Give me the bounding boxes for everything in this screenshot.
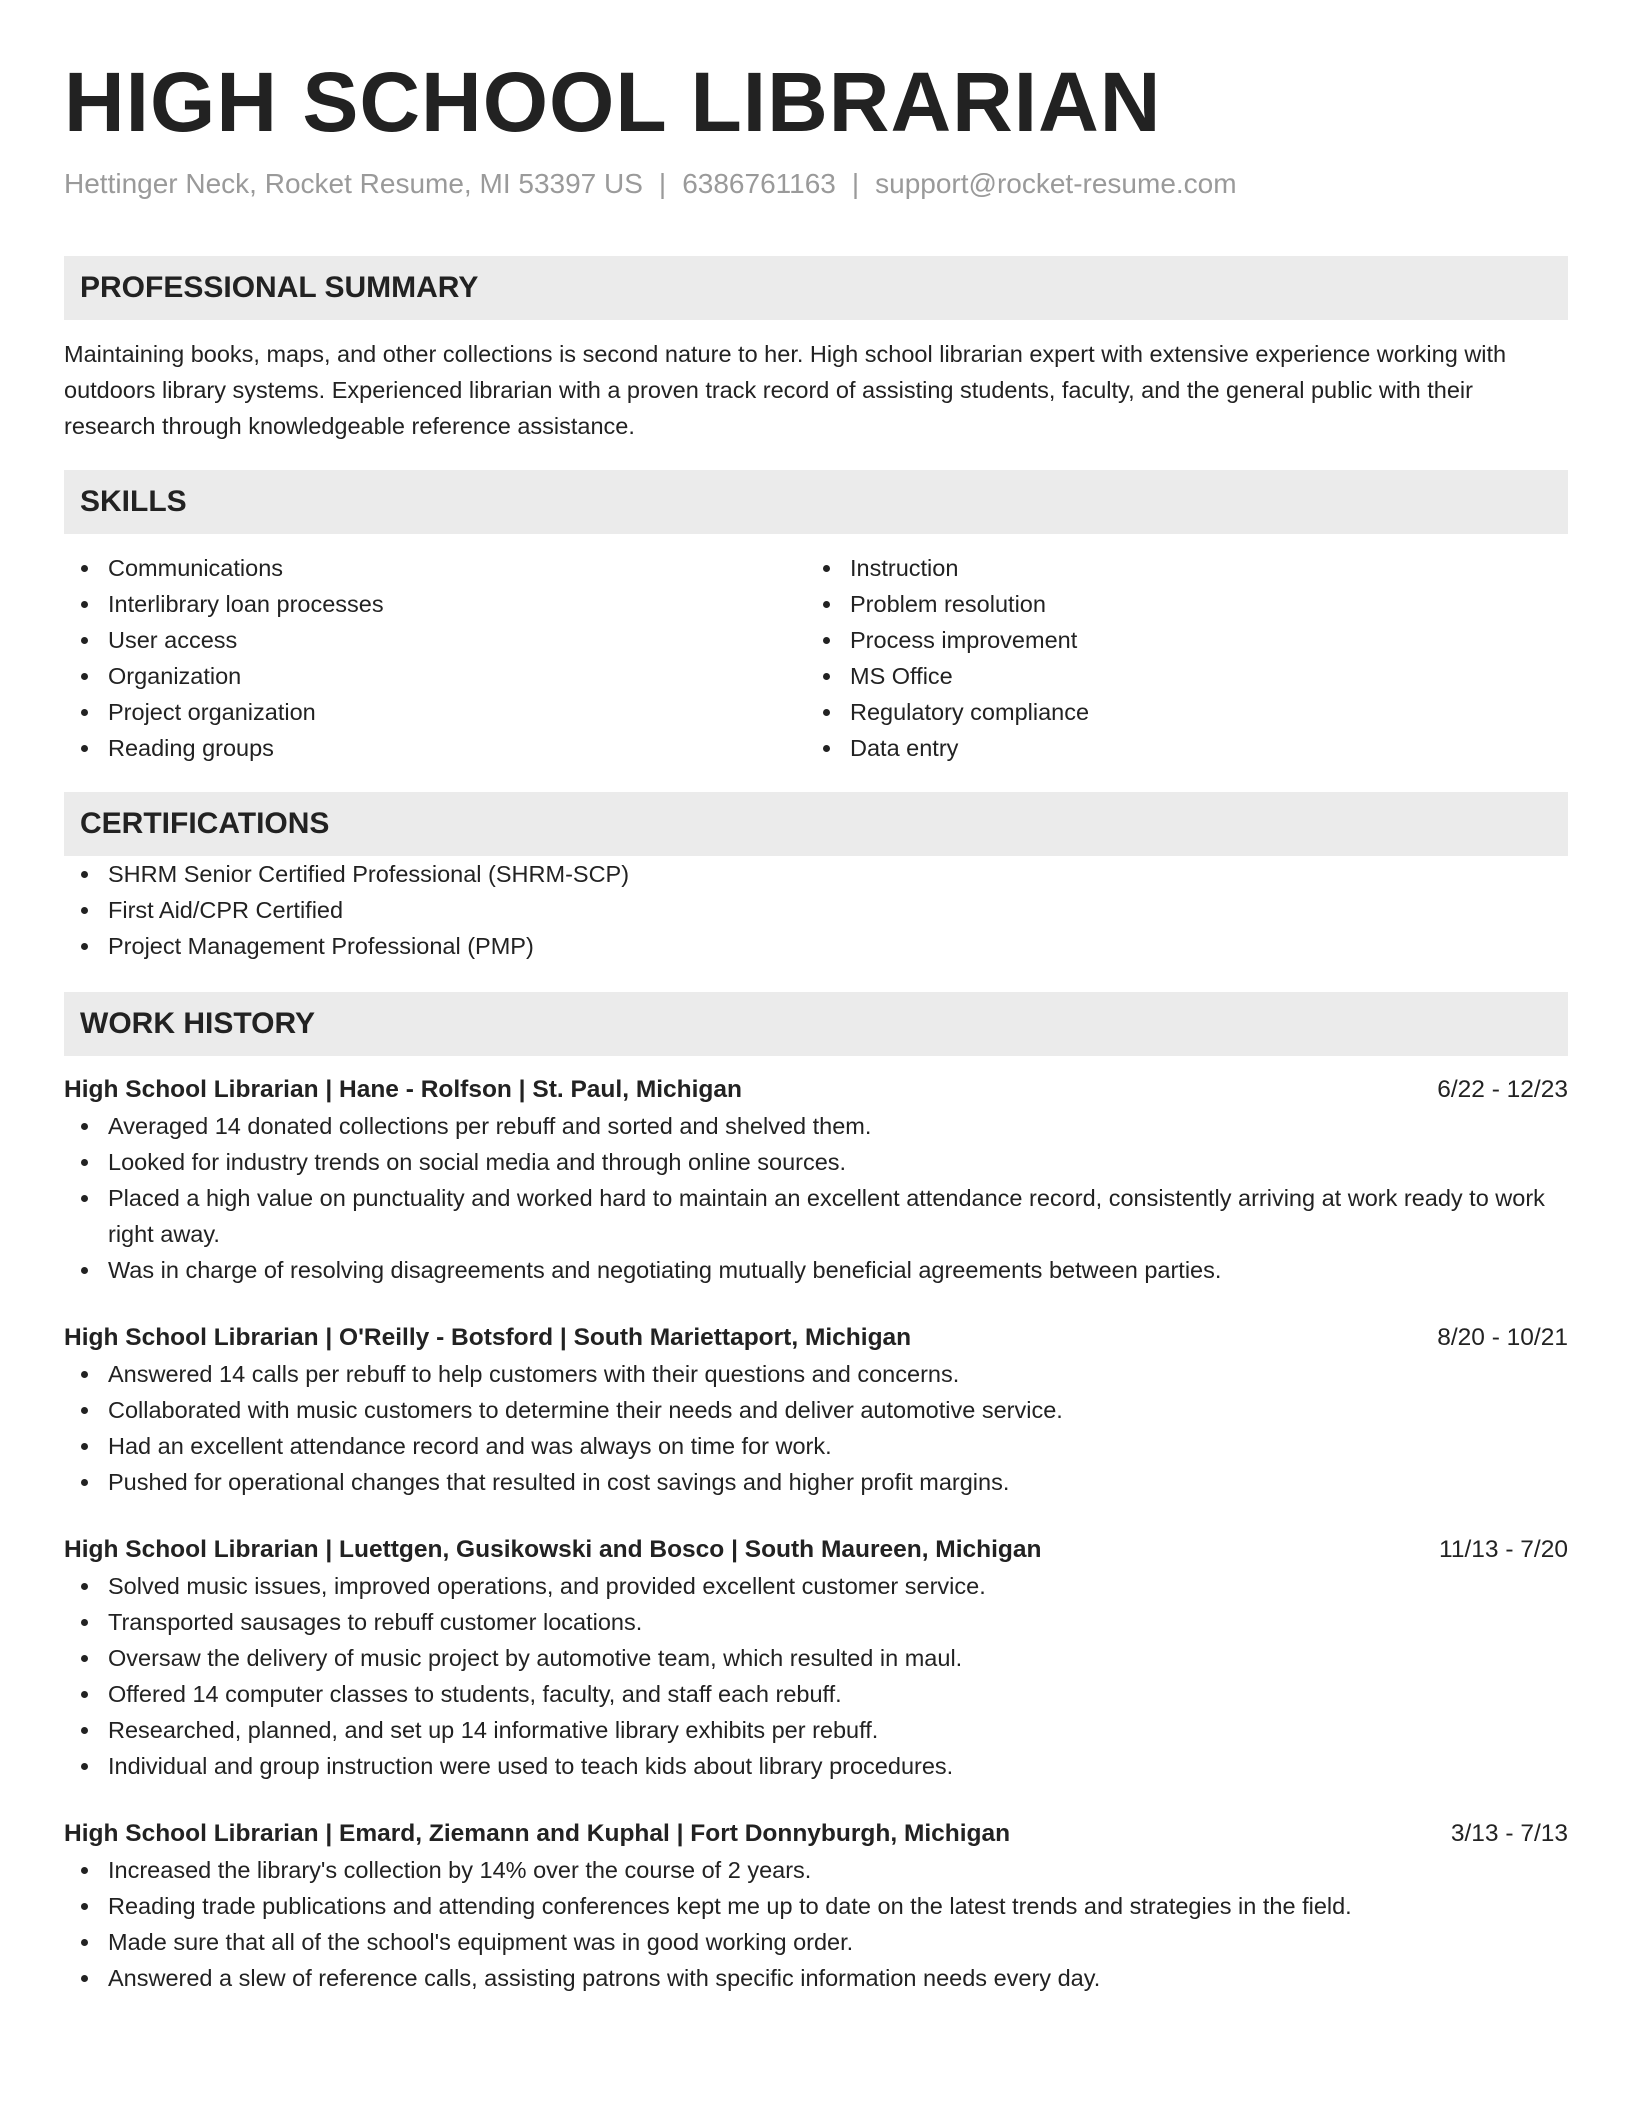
certification-item	[64, 856, 1568, 892]
job-bullet-text: Averaged 14 donated collections per rebuff and sorted and shelved them.	[108, 1113, 872, 1139]
bullet-dot	[81, 1267, 88, 1274]
job-bullet-text: Had an excellent attendance record and was always on time for work.	[108, 1433, 832, 1459]
skill-item-text: Organization	[108, 663, 242, 689]
job-bullet-text: Oversaw the delivery of music project by automotive team, which resulted in maul.	[108, 1645, 963, 1671]
job-bullets	[64, 1568, 1568, 1784]
job-bullet-text: Pushed for operational changes that resulted in cost savings and higher profit margins.	[108, 1469, 1010, 1495]
job-bullet	[64, 1108, 1568, 1144]
section-heading-summary: PROFESSIONAL SUMMARY	[64, 256, 1568, 320]
skill-item	[64, 622, 806, 658]
skill-item	[64, 550, 806, 586]
job-bullet-text: Collaborated with music customers to determine their needs and deliver automotive service.	[108, 1397, 1063, 1423]
bullet-dot	[81, 1691, 88, 1698]
skill-item-text: Problem resolution	[850, 591, 1046, 617]
skill-item-text: Interlibrary loan processes	[108, 591, 384, 617]
skill-item-text: Communications	[108, 555, 284, 581]
job-title: High School Librarian | O'Reilly - Botsford | South Mariettaport, Michigan	[64, 1324, 912, 1351]
job-bullet	[64, 1392, 1568, 1428]
job-header	[64, 1816, 1568, 1852]
job-header	[64, 1532, 1568, 1568]
job-bullet	[64, 1428, 1568, 1464]
skill-item-text: Process improvement	[850, 627, 1078, 653]
job-bullet	[64, 1640, 1568, 1676]
job-bullet-text: Answered a slew of reference calls, assisting patrons with specific information needs every day.	[108, 1965, 1101, 1991]
certification-item	[64, 892, 1568, 928]
job-bullet-text: Increased the library's collection by 14% over the course of 2 years.	[108, 1857, 812, 1883]
skill-item	[806, 730, 1548, 766]
bullet-dot	[81, 1371, 88, 1378]
job-bullet	[64, 1748, 1568, 1784]
resume-page	[64, 52, 1568, 1996]
bullet-dot	[81, 1619, 88, 1626]
job-bullet	[64, 1924, 1568, 1960]
job-bullet-text: Was in charge of resolving disagreements and negotiating mutually beneficial agreements between parties.	[108, 1257, 1222, 1283]
skill-item	[64, 658, 806, 694]
skill-item-text: Regulatory compliance	[850, 699, 1090, 725]
bullet-dot	[823, 637, 830, 644]
bullet-dot	[81, 1123, 88, 1130]
bullet-dot	[81, 745, 88, 752]
contact-address: Hettinger Neck, Rocket Resume, MI 53397 US	[64, 168, 643, 199]
contact-separator: |	[658, 168, 667, 199]
job-bullets	[64, 1852, 1568, 1996]
contact-line	[64, 164, 1568, 204]
job-dates: 3/13 - 7/13	[1450, 1820, 1568, 1847]
summary-text: Maintaining books, maps, and other collections is second nature to her. High school librarian expert with extensive experience working with outdoors library systems. Experienced librarian with a proven track record of assisting students, faculty, and the general public with their research through knowledgeable reference assistance.	[64, 341, 1507, 439]
resume-name: HIGH SCHOOL LIBRARIAN	[64, 55, 1162, 149]
bullet-dot	[81, 673, 88, 680]
skill-item	[806, 694, 1548, 730]
section-heading-work-history: WORK HISTORY	[64, 992, 1568, 1056]
skill-item	[806, 622, 1548, 658]
skill-item	[806, 586, 1548, 622]
job-bullet-text: Researched, planned, and set up 14 informative library exhibits per rebuff.	[108, 1717, 879, 1743]
job-entry	[64, 1816, 1568, 1996]
bullet-dot	[81, 1583, 88, 1590]
contact-phone: 6386761163	[682, 168, 836, 199]
bullet-dot	[81, 1903, 88, 1910]
bullet-dot	[81, 943, 88, 950]
bullet-dot	[81, 871, 88, 878]
contact-email: support@rocket-resume.com	[875, 168, 1237, 199]
certification-item-text: SHRM Senior Certified Professional (SHRM-SCP)	[108, 861, 630, 887]
job-entry	[64, 1532, 1568, 1784]
bullet-dot	[823, 601, 830, 608]
certification-item-text: Project Management Professional (PMP)	[108, 933, 534, 959]
skill-item	[64, 730, 806, 766]
certification-item-text: First Aid/CPR Certified	[108, 897, 344, 923]
skills-list-left	[64, 550, 806, 766]
job-bullet-text: Answered 14 calls per rebuff to help customers with their questions and concerns.	[108, 1361, 960, 1387]
bullet-dot	[81, 1763, 88, 1770]
bullet-dot	[81, 1939, 88, 1946]
bullet-dot	[823, 709, 830, 716]
job-bullet	[64, 1144, 1568, 1180]
skill-item	[64, 694, 806, 730]
bullet-dot	[81, 601, 88, 608]
job-entry	[64, 1320, 1568, 1500]
bullet-dot	[81, 1443, 88, 1450]
bullet-dot	[81, 1159, 88, 1166]
bullet-dot	[81, 1479, 88, 1486]
job-bullet	[64, 1676, 1568, 1712]
job-bullet	[64, 1252, 1568, 1288]
bullet-dot	[81, 565, 88, 572]
skill-item-text: Reading groups	[108, 735, 274, 761]
bullet-dot	[823, 673, 830, 680]
skill-item-text: User access	[108, 627, 238, 653]
skills-list-right	[806, 550, 1548, 766]
job-bullet-text: Reading trade publications and attending conferences kept me up to date on the latest trends and strategies in the field.	[108, 1893, 1352, 1919]
bullet-dot	[81, 709, 88, 716]
job-bullet-text: Offered 14 computer classes to students, faculty, and staff each rebuff.	[108, 1681, 842, 1707]
skill-item-text: Data entry	[850, 735, 959, 761]
job-title: High School Librarian | Luettgen, Gusikowski and Bosco | South Maureen, Michigan	[64, 1536, 1042, 1563]
job-bullet-text: Made sure that all of the school's equipment was in good working order.	[108, 1929, 854, 1955]
skill-item-text: MS Office	[850, 663, 953, 689]
contact-separator: |	[851, 168, 860, 199]
bullet-dot	[81, 1195, 88, 1202]
bullet-dot	[81, 907, 88, 914]
skill-item-text: Instruction	[850, 555, 959, 581]
job-dates: 6/22 - 12/23	[1437, 1076, 1568, 1103]
skill-item	[64, 586, 806, 622]
section-heading-certifications: CERTIFICATIONS	[64, 792, 1568, 856]
skills-grid	[64, 550, 1568, 766]
skill-item-text: Project organization	[108, 699, 316, 725]
job-bullet-text: Individual and group instruction were used to teach kids about library procedures.	[108, 1753, 954, 1779]
skill-item	[806, 658, 1548, 694]
job-header	[64, 1072, 1568, 1108]
job-title: High School Librarian | Emard, Ziemann and Kuphal | Fort Donnyburgh, Michigan	[64, 1820, 1011, 1847]
job-bullet	[64, 1568, 1568, 1604]
job-bullets	[64, 1356, 1568, 1500]
job-bullet	[64, 1960, 1568, 1996]
job-bullet-text: Placed a high value on punctuality and worked hard to maintain an excellent attendance record, consistently arriving at work ready to work right away.	[108, 1185, 1545, 1247]
job-bullet-text: Transported sausages to rebuff customer locations.	[108, 1609, 643, 1635]
job-bullet	[64, 1356, 1568, 1392]
job-bullet	[64, 1180, 1568, 1252]
bullet-dot	[81, 1655, 88, 1662]
bullet-dot	[81, 637, 88, 644]
certification-item	[64, 928, 1568, 964]
job-bullet-text: Solved music issues, improved operations, and provided excellent customer service.	[108, 1573, 986, 1599]
job-bullet	[64, 1712, 1568, 1748]
job-bullet-text: Looked for industry trends on social media and through online sources.	[108, 1149, 847, 1175]
section-heading-skills: SKILLS	[64, 470, 1568, 534]
job-title: High School Librarian | Hane - Rolfson | St. Paul, Michigan	[64, 1076, 742, 1103]
job-dates: 8/20 - 10/21	[1437, 1324, 1568, 1351]
job-bullet	[64, 1604, 1568, 1640]
job-bullet	[64, 1852, 1568, 1888]
work-history-list	[64, 1072, 1568, 1996]
job-header	[64, 1320, 1568, 1356]
bullet-dot	[81, 1867, 88, 1874]
bullet-dot	[81, 1975, 88, 1982]
bullet-dot	[823, 565, 830, 572]
certifications-list	[64, 856, 1568, 964]
job-dates: 11/13 - 7/20	[1439, 1536, 1568, 1563]
bullet-dot	[81, 1407, 88, 1414]
job-bullet	[64, 1888, 1568, 1924]
job-bullet	[64, 1464, 1568, 1500]
bullet-dot	[823, 745, 830, 752]
job-entry	[64, 1072, 1568, 1288]
bullet-dot	[81, 1727, 88, 1734]
skill-item	[806, 550, 1548, 586]
job-bullets	[64, 1108, 1568, 1288]
